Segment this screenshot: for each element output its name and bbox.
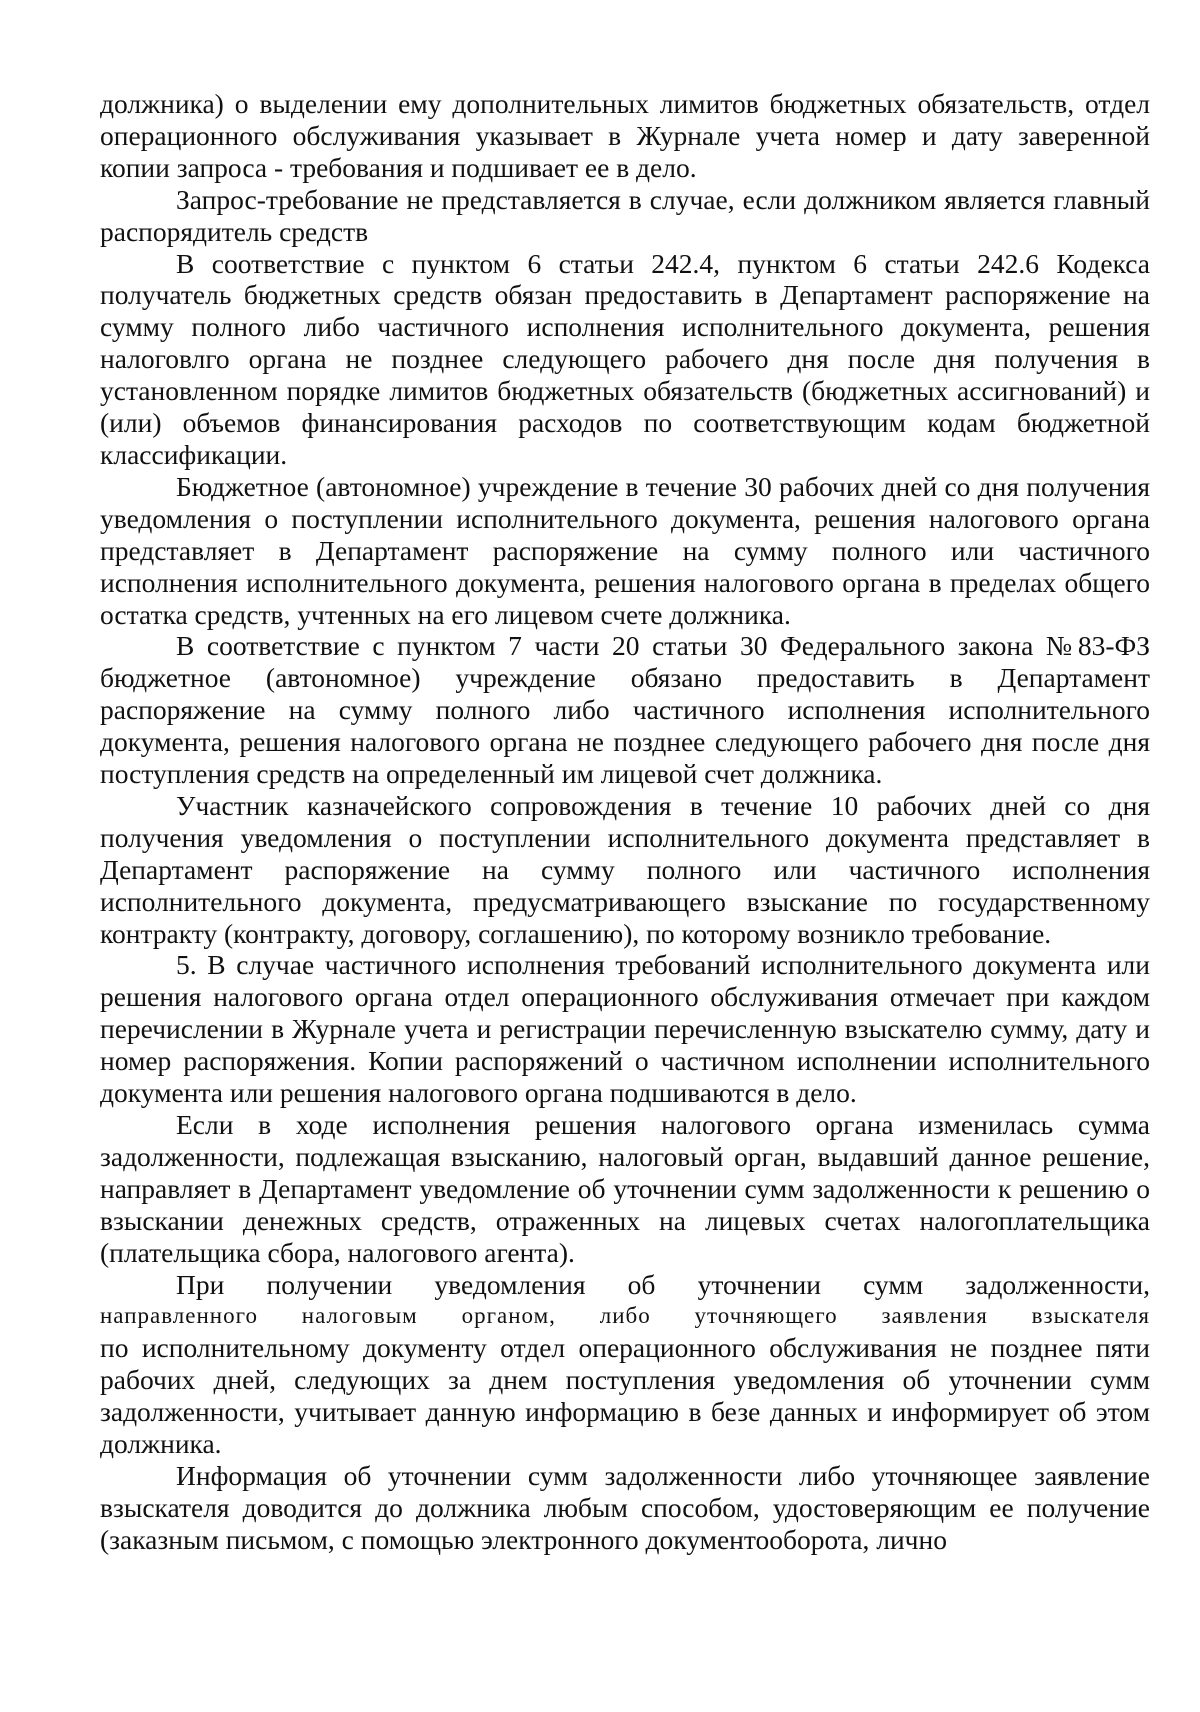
paragraph-debt-clarification [100, 1269, 1150, 1460]
paragraph-section-5: 5. В случае частичного исполнения требований исполнительного документа или решения налогового органа отдел операционного обслуживания отмечает при каждом перечислении в Журнале учета и регистрации перечисленную взыскателю сумму, дату и номер распоряжения. Копии распоряжений о частичном исполнении исполнительного документа или решения налогового органа подшиваются в дело. [100, 949, 1150, 1109]
paragraph-treasury-participant: Участник казначейского сопровождения в течение 10 рабочих дней со дня получения уведомления о поступлении исполнительного документа представляет в Департамент распоряжение на сумму полного или частичного исполнения исполнительного документа, предусматривающего взыскание по государственному контракту (контракту, договору, соглашению), по которому возникло требование. [100, 789, 1150, 949]
paragraph-continuation: должника) о выделении ему дополнительных лимитов бюджетных обязательств, отдел операционного обслуживания указывает в Журнале учета номер и дату заверенной копии запроса - требования и подшивает ее в дело. [100, 88, 1150, 183]
paragraph-federal-law: В соответствие с пунктом 7 части 20 статьи 30 Федерального закона №83-ФЗ бюджетное (автономное) учреждение обязано предоставить в Департамент распоряжение на сумму полного либо частичного исполнения исполнительного документа, решения налогового органа не позднее следующего рабочего дня после дня поступления средств на определенный им лицевой счет должника. [100, 630, 1150, 790]
document-page [100, 88, 1150, 1556]
paragraph-information-delivery: Информация об уточнении сумм задолженности либо уточняющее заявление взыскателя доводится до должника любым способом, удостоверяющим ее получение (заказным письмом, с помощью электронного документооборота, лично [100, 1459, 1150, 1555]
paragraph-line-small: направленного налоговым органом, либо уточняющего заявления взыскателя [100, 1303, 1150, 1329]
paragraph-line-rest: по исполнительному документу отдел операционного обслуживания не позднее пяти рабочих дней, следующих за днем поступления уведомления об уточнении сумм задолженности, учитывает данную информацию в безе данных и информирует об этом должника. [100, 1332, 1150, 1460]
paragraph-line: При получении уведомления об уточнении сумм задолженности, [176, 1268, 1150, 1300]
paragraph-budget-recipient: В соответствие с пунктом 6 статьи 242.4, пунктом 6 статьи 242.6 Кодекса получатель бюджетных средств обязан предоставить в Департамент распоряжение на сумму полного либо частичного исполнения исполнительного документа, решения налоговлго органа не позднее следующего рабочего дня после дня получения в установленном порядке лимитов бюджетных обязательств (бюджетных ассигнований) и (или) объемов финансирования расходов по соответствующим кодам бюджетной классификации. [100, 247, 1150, 470]
paragraph-tax-debt-change: Если в ходе исполнения решения налогового органа изменилась сумма задолженности, подлежащая взысканию, налоговый орган, выдавший данное решение, направляет в Департамент уведомление об уточнении сумм задолженности к решению о взыскании денежных средств, отраженных на лицевых счетах налогоплательщика (плательщика сбора, налогового агента). [100, 1109, 1150, 1268]
paragraph-budget-institution: Бюджетное (автономное) учреждение в течение 30 рабочих дней со дня получения уведомления о поступлении исполнительного документа, решения налогового органа представляет в Департамент распоряжение на сумму полного или частичного исполнения исполнительного документа, решения налогового органа в пределах общего остатка средств, учтенных на его лицевом счете должника. [100, 470, 1150, 630]
paragraph-request-requirement: Запрос-требование не представляется в случае, если должником является главный распорядитель средств [100, 183, 1150, 247]
